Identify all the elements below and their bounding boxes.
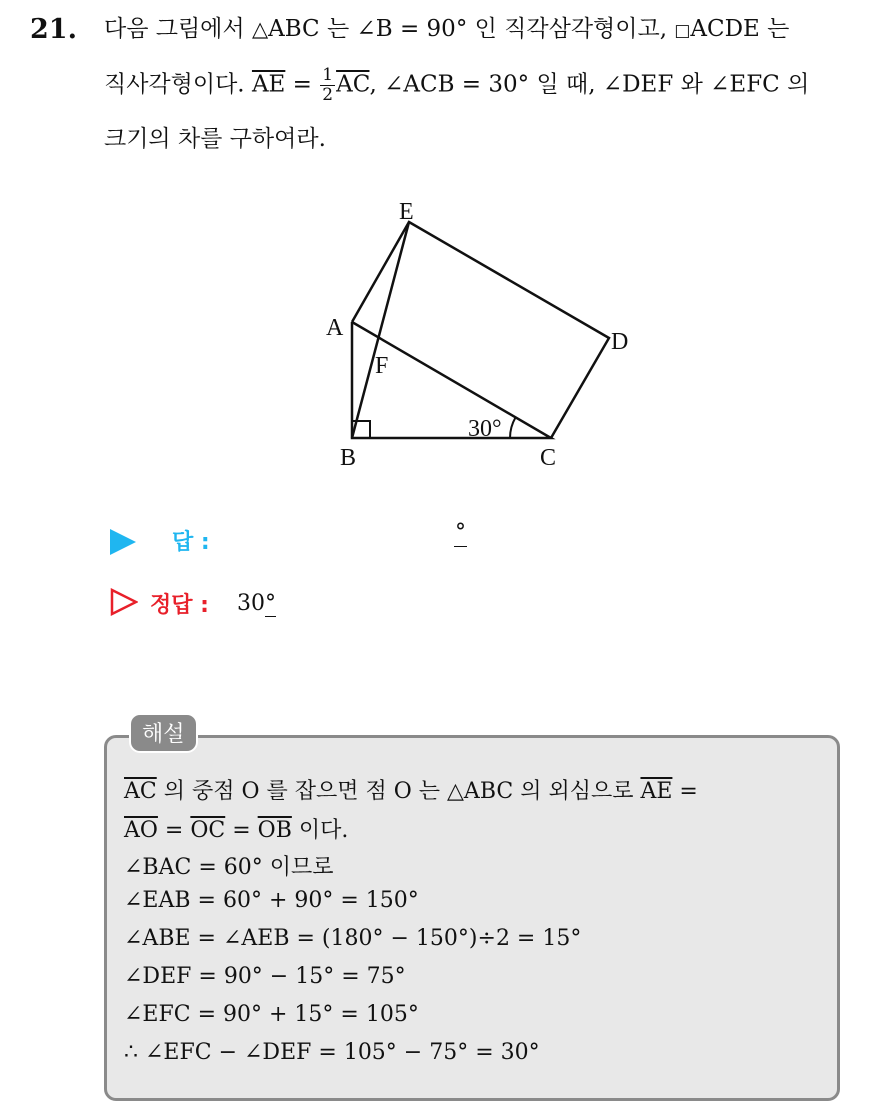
- e1-ae: $\overline{AE}$: [640, 779, 673, 804]
- q2-start: 직사각형이다.: [104, 71, 252, 98]
- q2-wa: 와: [673, 71, 711, 98]
- geometry-figure: [300, 185, 640, 485]
- correct-answer-value: [237, 591, 276, 616]
- q1-angle-b: ∠B = 90°: [356, 16, 468, 42]
- question-number: 21.: [30, 14, 77, 45]
- q2-eq: =: [285, 71, 320, 98]
- q2-mid: 일 때,: [529, 71, 603, 98]
- fraction-half: [320, 66, 335, 105]
- fraction-denominator: 2: [322, 85, 334, 105]
- q1-mid2: 인 직각삼각형이고,: [467, 16, 675, 42]
- question-line-2: [104, 66, 809, 105]
- triangle-abc: [352, 322, 551, 438]
- explanation-line-2: [124, 813, 348, 844]
- point-label-d: D: [611, 329, 629, 355]
- e2-end: 이다.: [291, 818, 349, 843]
- q2-angle-efc: ∠EFC: [710, 71, 780, 98]
- e2-oc: $\overline{OC}$: [190, 818, 226, 843]
- explanation-line-4: ∠EAB = 60° + 90° = 150°: [124, 888, 419, 913]
- q2-angle-def: ∠DEF: [602, 71, 674, 98]
- rectangle-symbol: □: [674, 21, 691, 41]
- e2-eq2: =: [225, 818, 258, 843]
- explanation-line-5: ∠ABE = ∠AEB = (180° − 150°)÷2 = 15°: [124, 926, 582, 951]
- correct-answer-label: 정답 :: [150, 593, 209, 618]
- angle-label-30: 30°: [468, 416, 502, 442]
- question-line-3: 크기의 차를 구하여라.: [104, 126, 326, 152]
- q1-acde: ACDE: [690, 16, 760, 42]
- e2-ao: $\overline{AO}$: [124, 818, 158, 843]
- segment-ac: $\overline{AC}$: [336, 71, 370, 98]
- rectangle-acde: [352, 222, 609, 438]
- correct-answer-unit: °: [265, 591, 276, 616]
- explanation-line-3: ∠BAC = 60° 이므로: [124, 855, 334, 880]
- question-line-1: [104, 14, 789, 46]
- q1-abc: ABC: [268, 16, 320, 42]
- q1-end: 는: [759, 16, 790, 42]
- angle-arc-c: [510, 418, 516, 439]
- explanation-tag: 해설: [129, 713, 198, 753]
- segment-be: [352, 222, 409, 438]
- fraction-numerator: 1: [322, 65, 334, 85]
- point-label-a: A: [326, 315, 344, 341]
- point-label-f: F: [375, 353, 389, 379]
- point-label-e: E: [399, 199, 414, 225]
- e1-text: 의 중점 O 를 잡으면 점 O 는 △ABC 의 외심으로: [156, 779, 641, 804]
- segment-ae: $\overline{AE}$: [251, 71, 286, 98]
- answer-label: 답 :: [172, 530, 210, 555]
- q1-intro: 다음 그림에서: [104, 16, 252, 42]
- explanation-line-6: ∠DEF = 90° − 15° = 75°: [124, 964, 406, 989]
- answer-triangle-icon: [110, 529, 136, 555]
- q2-comma: ,: [369, 71, 385, 98]
- q2-end: 의: [779, 71, 810, 98]
- triangle-symbol: △: [251, 17, 269, 41]
- correct-triangle-icon: [110, 588, 138, 616]
- point-label-b: B: [340, 445, 357, 471]
- e1-ac: $\overline{AC}$: [124, 779, 157, 804]
- point-label-c: C: [540, 445, 557, 471]
- q1-mid1: 는: [319, 16, 357, 42]
- answer-blank[interactable]: °: [455, 520, 466, 545]
- e2-eq1: =: [157, 818, 191, 843]
- correct-answer-number: 30: [237, 591, 265, 616]
- explanation-line-1: [124, 774, 698, 805]
- q2-angle-acb: ∠ACB = 30°: [384, 71, 530, 98]
- explanation-line-7: ∠EFC = 90° + 15° = 105°: [124, 1002, 419, 1027]
- explanation-line-8: ∴ ∠EFC − ∠DEF = 105° − 75° = 30°: [124, 1040, 540, 1065]
- e2-ob: $\overline{OB}$: [257, 818, 292, 843]
- e1-eq: =: [672, 779, 698, 804]
